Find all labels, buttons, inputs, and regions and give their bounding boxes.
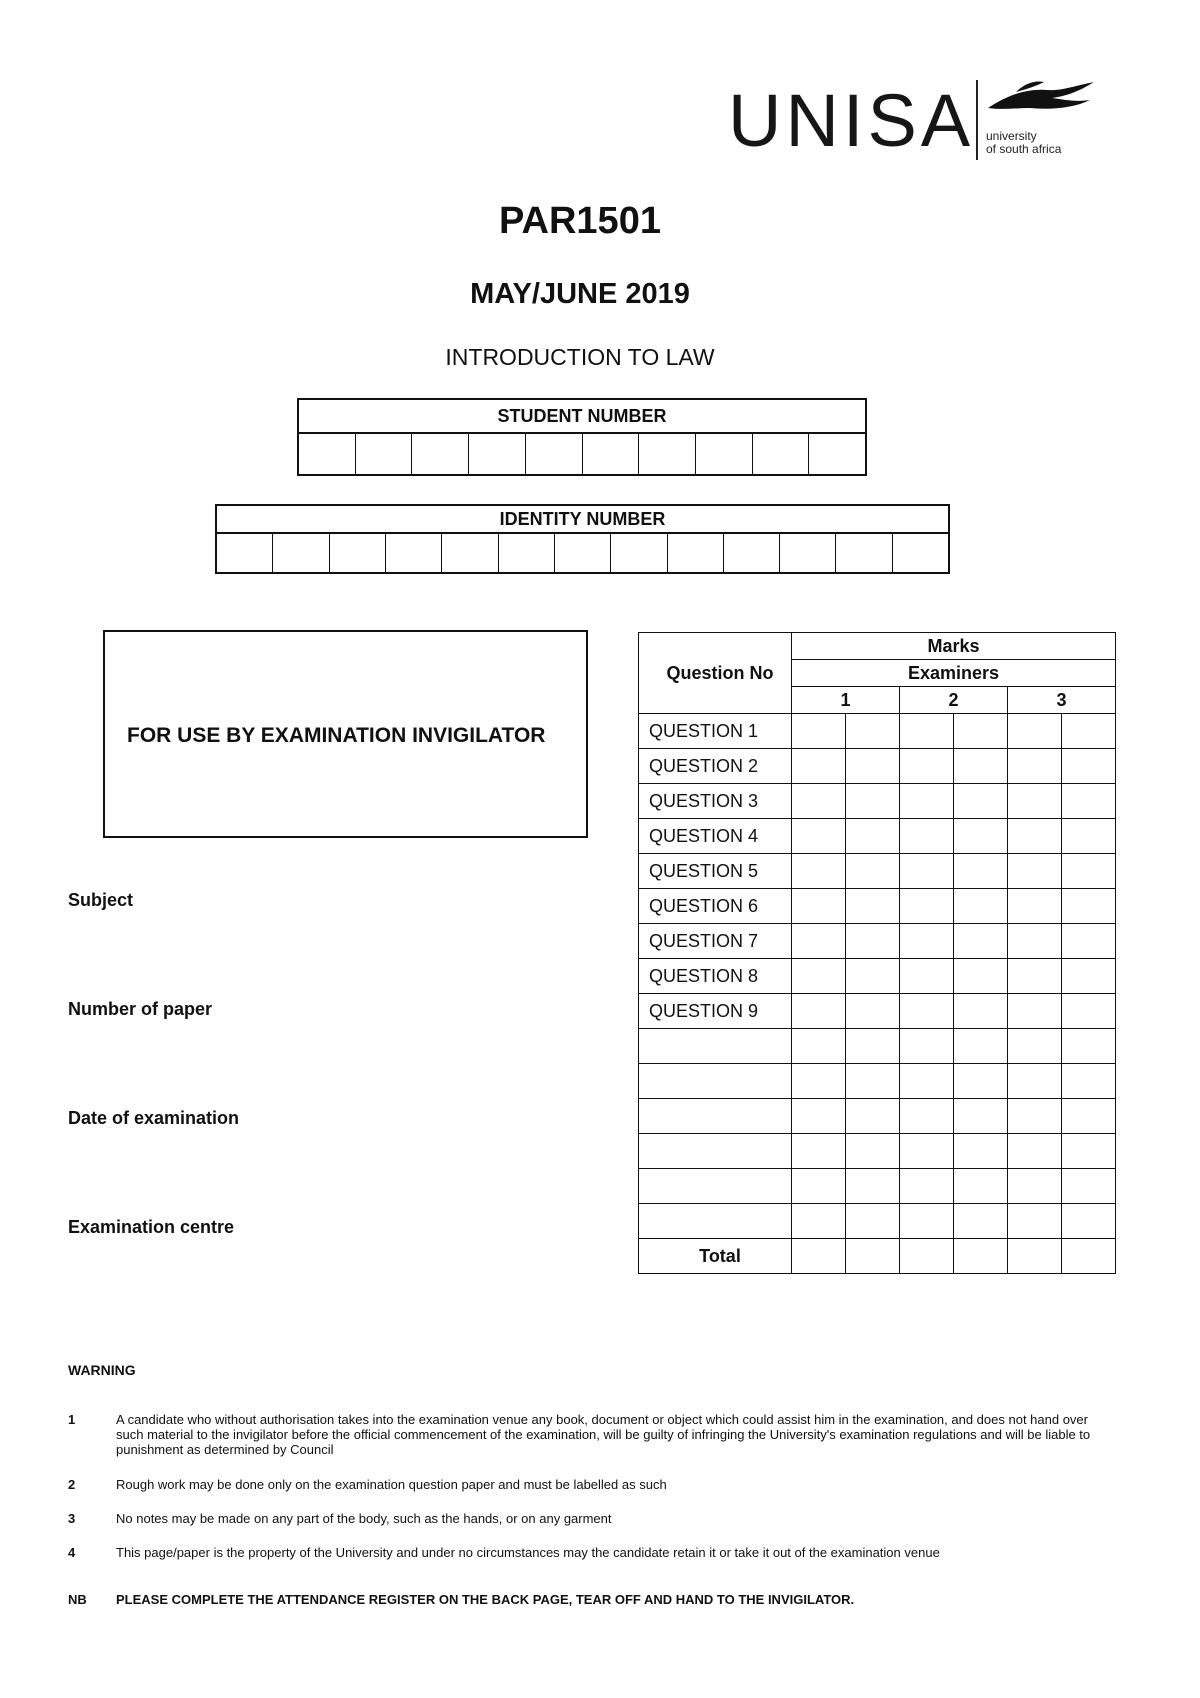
mark-cell[interactable] [954,749,1008,784]
mark-cell[interactable] [954,1204,1008,1239]
mark-cell[interactable] [1062,854,1116,889]
mark-cell[interactable] [954,1099,1008,1134]
identity-number-digit-cell[interactable] [442,534,498,574]
identity-number-digit-cell[interactable] [836,534,892,574]
mark-cell[interactable] [846,1029,900,1064]
student-number-digit-cell[interactable] [753,434,810,474]
student-number-digit-cell[interactable] [526,434,583,474]
mark-cell[interactable] [900,924,954,959]
number-of-paper-field: Number of paper [68,999,213,1019]
date-of-examination-field: Date of examination [68,1108,240,1128]
course-name: INTRODUCTION TO LAW [445,344,715,370]
student-number-digit-cell[interactable] [809,434,865,474]
student-number-digit-cell[interactable] [639,434,696,474]
examiner-3-header: 3 [1008,687,1116,714]
mark-cell[interactable] [1062,749,1116,784]
mark-cell[interactable] [792,1134,846,1169]
question-label: QUESTION 8 [639,959,792,994]
question-label: QUESTION 4 [639,819,792,854]
mark-cell[interactable] [792,1169,846,1204]
mark-cell[interactable] [792,1239,846,1274]
mark-cell[interactable] [1062,1169,1116,1204]
student-number-digit-cell[interactable] [583,434,640,474]
examination-centre-field: Examination centre [68,1217,235,1237]
mark-cell[interactable] [1008,749,1062,784]
logo-wordmark: UNISA [728,79,975,162]
mark-cell[interactable] [846,889,900,924]
question-row [639,714,1116,749]
identity-number-digit-cell[interactable] [499,534,555,574]
invigilator-label: FOR USE BY EXAMINATION INVIGILATOR [127,724,546,747]
mark-cell[interactable] [954,924,1008,959]
logo-divider [976,80,978,160]
mark-cell[interactable] [1062,889,1116,924]
mark-cell[interactable] [792,1064,846,1099]
question-row [639,854,1116,889]
mark-cell[interactable] [900,1204,954,1239]
mark-cell[interactable] [792,854,846,889]
marks-header-row [639,633,1116,660]
mark-cell[interactable] [954,819,1008,854]
mark-cell[interactable] [1008,1029,1062,1064]
mark-cell[interactable] [954,1169,1008,1204]
mark-cell[interactable] [846,959,900,994]
mark-cell[interactable] [846,819,900,854]
identity-number-digit-cell[interactable] [724,534,780,574]
mark-cell[interactable] [792,1204,846,1239]
question-row [639,959,1116,994]
identity-number-box [215,504,950,574]
mark-cell[interactable] [1062,1029,1116,1064]
warning-item-text: Rough work may be done only on the examination question paper and must be labelled as such [116,1477,667,1492]
question-label [639,1169,792,1204]
question-row [639,1029,1116,1064]
mark-cell[interactable] [1008,1169,1062,1204]
exam-session: MAY/JUNE 2019 [470,278,690,310]
mark-cell[interactable] [846,714,900,749]
mark-cell[interactable] [1008,819,1062,854]
warning-item-text: This page/paper is the property of the University and under no circumstances may the candidate retain it or take it out of the examination venue [116,1545,940,1560]
mark-cell[interactable] [900,889,954,924]
mark-cell[interactable] [954,784,1008,819]
question-label: QUESTION 6 [639,889,792,924]
identity-number-digit-cell[interactable] [273,534,329,574]
mark-cell[interactable] [792,784,846,819]
mark-cell[interactable] [900,959,954,994]
mark-cell[interactable] [900,1029,954,1064]
marks-table [638,632,1116,1274]
mark-cell[interactable] [1008,959,1062,994]
examiner-1-header: 1 [792,687,900,714]
student-number-label: STUDENT NUMBER [299,400,865,434]
mark-cell[interactable] [1062,924,1116,959]
question-label: QUESTION 2 [639,749,792,784]
identity-number-cells [217,534,948,574]
question-row [639,924,1116,959]
mark-cell[interactable] [900,854,954,889]
question-no-header: Question No [639,633,792,714]
mark-cell[interactable] [1062,784,1116,819]
question-row [639,889,1116,924]
logo-tagline-line2: of south africa [986,142,1062,156]
mark-cell[interactable] [1062,1064,1116,1099]
warning-item-number: 4 [68,1545,76,1560]
warning-item-number: 1 [68,1412,76,1427]
warning-item-text: No notes may be made on any part of the body, such as the hands, or on any garment [116,1511,612,1526]
question-row [639,819,1116,854]
mark-cell[interactable] [846,1064,900,1099]
mark-cell[interactable] [900,784,954,819]
identity-number-digit-cell[interactable] [611,534,667,574]
examiners-header: Examiners [792,660,1116,687]
warning-item-number: 2 [68,1477,76,1492]
mark-cell[interactable] [954,854,1008,889]
question-row [639,1134,1116,1169]
mark-cell[interactable] [1008,924,1062,959]
mark-cell[interactable] [954,889,1008,924]
question-label: QUESTION 9 [639,994,792,1029]
mark-cell[interactable] [1062,714,1116,749]
mark-cell[interactable] [1062,1134,1116,1169]
mark-cell[interactable] [846,1169,900,1204]
mark-cell[interactable] [1008,1064,1062,1099]
nb-text: PLEASE COMPLETE THE ATTENDANCE REGISTER ON THE BACK PAGE, TEAR OFF AND HAND TO THE INVIGILATOR. [116,1592,855,1607]
mark-cell[interactable] [954,1134,1008,1169]
mark-cell[interactable] [792,959,846,994]
mark-cell[interactable] [792,749,846,784]
student-number-digit-cell[interactable] [356,434,413,474]
mark-cell[interactable] [792,994,846,1029]
question-row [639,1204,1116,1239]
identity-number-label: IDENTITY NUMBER [217,506,948,534]
mark-cell[interactable] [1062,1239,1116,1274]
mark-cell[interactable] [792,714,846,749]
question-row [639,1064,1116,1099]
mark-cell[interactable] [792,1099,846,1134]
mark-cell[interactable] [1008,1099,1062,1134]
mark-cell[interactable] [846,854,900,889]
mark-cell[interactable] [1062,1204,1116,1239]
warning-title: WARNING [68,1362,136,1378]
mark-cell[interactable] [954,1064,1008,1099]
student-number-box [297,398,867,476]
nb-label: NB [68,1592,87,1607]
question-row [639,994,1116,1029]
mark-cell[interactable] [954,1239,1008,1274]
mark-cell[interactable] [1008,784,1062,819]
mark-cell[interactable] [792,924,846,959]
subject-field: Subject [68,890,134,910]
unisa-logo [728,78,1098,168]
mark-cell[interactable] [846,784,900,819]
identity-number-digit-cell[interactable] [217,534,273,574]
mark-cell[interactable] [1062,994,1116,1029]
mark-cell[interactable] [846,924,900,959]
mark-cell[interactable] [900,994,954,1029]
mark-cell[interactable] [792,1029,846,1064]
mark-cell[interactable] [1008,889,1062,924]
question-label: QUESTION 7 [639,924,792,959]
question-label [639,1099,792,1134]
mark-cell[interactable] [846,1239,900,1274]
identity-number-digit-cell[interactable] [330,534,386,574]
identity-number-digit-cell[interactable] [780,534,836,574]
question-row [639,784,1116,819]
mark-cell[interactable] [900,1169,954,1204]
examiner-2-header: 2 [900,687,1008,714]
mark-cell[interactable] [1008,994,1062,1029]
question-row [639,749,1116,784]
invigilator-box [103,630,588,838]
student-number-cells [299,434,865,474]
identity-number-digit-cell[interactable] [668,534,724,574]
identity-number-digit-cell[interactable] [555,534,611,574]
logo-tagline [986,130,1061,156]
mark-cell[interactable] [846,749,900,784]
mark-cell[interactable] [1062,959,1116,994]
mark-cell[interactable] [846,1204,900,1239]
mark-cell[interactable] [900,1239,954,1274]
mark-cell[interactable] [954,714,1008,749]
mark-cell[interactable] [1062,1099,1116,1134]
question-label: QUESTION 3 [639,784,792,819]
identity-number-digit-cell[interactable] [386,534,442,574]
mark-cell[interactable] [1008,1134,1062,1169]
student-number-digit-cell[interactable] [299,434,356,474]
question-label: QUESTION 5 [639,854,792,889]
mark-cell[interactable] [900,1099,954,1134]
student-number-digit-cell[interactable] [696,434,753,474]
mark-cell[interactable] [1008,714,1062,749]
mark-cell[interactable] [954,959,1008,994]
mark-cell[interactable] [846,1099,900,1134]
mark-cell[interactable] [792,889,846,924]
mark-cell[interactable] [900,1064,954,1099]
mark-cell[interactable] [1008,1204,1062,1239]
module-code: PAR1501 [499,200,661,242]
identity-number-digit-cell[interactable] [893,534,948,574]
warning-item-number: 3 [68,1511,76,1526]
question-label [639,1134,792,1169]
question-label [639,1029,792,1064]
mark-cell[interactable] [900,749,954,784]
warning-item-text: A candidate who without authorisation takes into the examination venue any book, document or object which could assist him in the examination, and does not hand over such material to the invigilator before the official commencement of the examination, will be guilty of infringing the University's examination regulations and will be liable to punishment as determined by Council [116,1412,1091,1457]
mark-cell[interactable] [900,819,954,854]
question-row [639,1169,1116,1204]
logo-tagline-line1: university [986,129,1037,143]
mark-cell[interactable] [1008,1239,1062,1274]
question-label [639,1064,792,1099]
mark-cell[interactable] [846,1134,900,1169]
total-label: Total [639,1239,792,1274]
mark-cell[interactable] [1062,819,1116,854]
mark-cell[interactable] [1008,854,1062,889]
mark-cell[interactable] [846,994,900,1029]
mark-cell[interactable] [954,1029,1008,1064]
student-number-digit-cell[interactable] [469,434,526,474]
mark-cell[interactable] [900,1134,954,1169]
mark-cell[interactable] [954,994,1008,1029]
question-row [639,1099,1116,1134]
mark-cell[interactable] [792,819,846,854]
question-label: QUESTION 1 [639,714,792,749]
marks-header: Marks [792,633,1116,660]
logo-emblem-icon [986,78,1096,124]
student-number-digit-cell[interactable] [412,434,469,474]
question-label [639,1204,792,1239]
mark-cell[interactable] [900,714,954,749]
total-row [639,1239,1116,1274]
